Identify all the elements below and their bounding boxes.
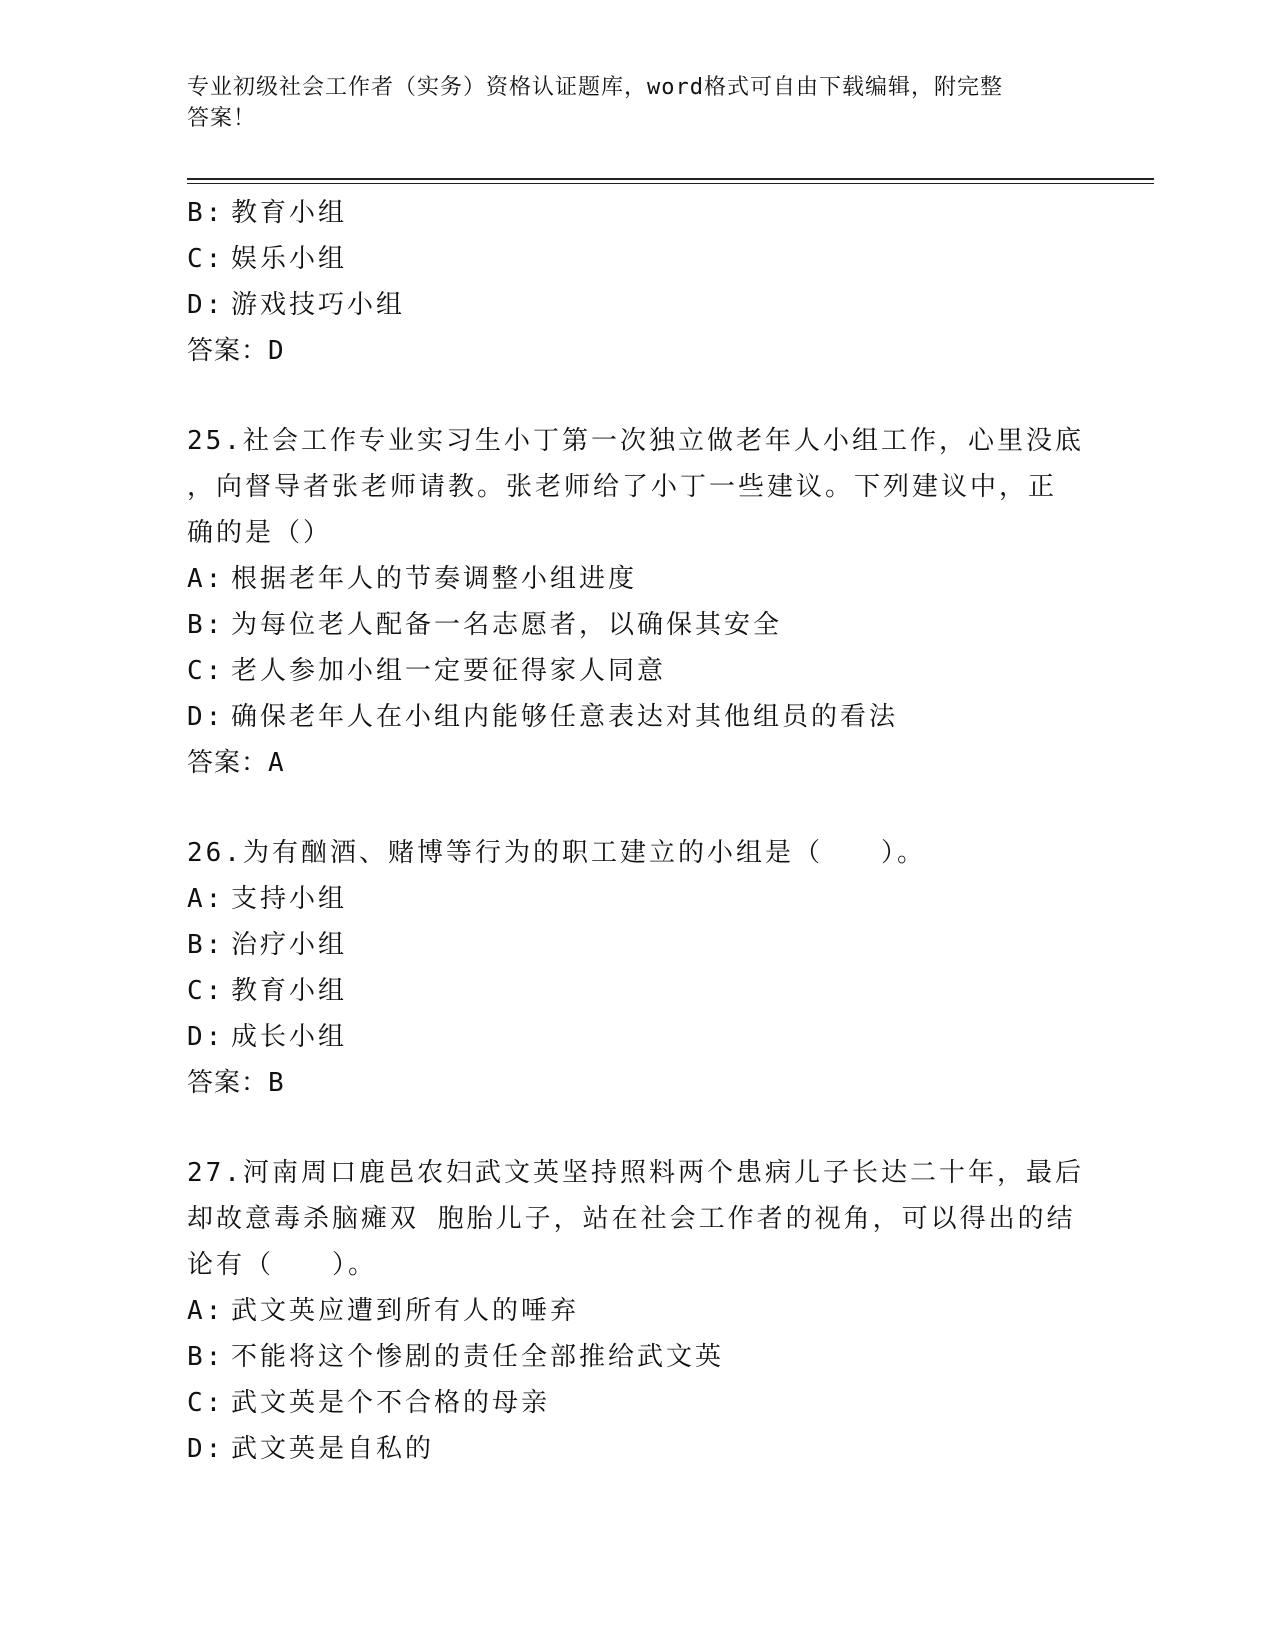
question-stem-line: 却故意毒杀脑瘫双 胞胎儿子，站在社会工作者的视角，可以得出的结: [187, 1204, 1076, 1234]
question-stem-line: 26.为有酗酒、赌博等行为的职工建立的小组是（ ）。: [187, 838, 926, 868]
answer-line: [187, 740, 1087, 786]
option-text: 教育小组: [231, 976, 348, 1006]
option-b: [187, 1334, 1087, 1380]
question-stem-line: 25.社会工作专业实习生小丁第一次独立做老年人小组工作，心里没底: [187, 426, 1084, 456]
option-text: 武文英应遭到所有人的唾弃: [231, 1296, 580, 1326]
answer-label: 答案：: [187, 1068, 269, 1098]
question-stem: [187, 418, 1087, 556]
option-text: 武文英是自私的: [231, 1434, 435, 1464]
question-stem: [187, 1150, 1087, 1288]
answer-value: D: [268, 336, 285, 366]
document-header: [187, 72, 1067, 134]
option-a: [187, 1288, 1087, 1334]
prev-question-tail: [187, 190, 1087, 374]
option-text: 武文英是个不合格的母亲: [231, 1388, 551, 1418]
option-a: [187, 876, 1087, 922]
option-key: B:: [187, 1342, 225, 1372]
question-stem-line: 27.河南周口鹿邑农妇武文英坚持照料两个患病儿子长达二十年，最后: [187, 1158, 1084, 1188]
option-text: 确保老年人在小组内能够任意表达对其他组员的看法: [231, 702, 899, 732]
header-line-1: 专业初级社会工作者（实务）资格认证题库，word格式可自由下载编辑，附完整: [187, 75, 1003, 100]
option-text: 治疗小组: [231, 930, 348, 960]
option-d: [187, 1014, 1087, 1060]
question-26: [187, 830, 1087, 1106]
answer-value: A: [268, 748, 285, 778]
option-text: 根据老年人的节奏调整小组进度: [231, 564, 638, 594]
option-key: B:: [187, 930, 225, 960]
option-text: 不能将这个惨剧的责任全部推给武文英: [231, 1342, 725, 1372]
option-key: D:: [187, 290, 225, 320]
option-key: C:: [187, 1388, 225, 1418]
question-stem-line: 论有（ ）。: [187, 1250, 378, 1280]
answer-line: [187, 328, 1087, 374]
option-text: 老人参加小组一定要征得家人同意: [231, 656, 667, 686]
option-c: [187, 1380, 1087, 1426]
option-text: 教育小组: [231, 198, 348, 228]
question-stem: [187, 830, 1087, 876]
option-c: [187, 968, 1087, 1014]
answer-line: [187, 1060, 1087, 1106]
option-key: B:: [187, 610, 225, 640]
option-key: C:: [187, 244, 225, 274]
option-text: 为每位老人配备一名志愿者，以确保其安全: [231, 610, 783, 640]
option-d: [187, 1426, 1087, 1472]
option-text: 成长小组: [231, 1022, 348, 1052]
question-stem-line: 确的是（）: [187, 518, 333, 548]
answer-label: 答案：: [187, 336, 269, 366]
option-key: A:: [187, 564, 225, 594]
option-text: 支持小组: [231, 884, 348, 914]
option-key: A:: [187, 1296, 225, 1326]
answer-label: 答案：: [187, 748, 269, 778]
option-key: C:: [187, 656, 225, 686]
option-key: C:: [187, 976, 225, 1006]
header-line-2: 答案！: [187, 106, 257, 131]
option-c: [187, 236, 1087, 282]
question-25: [187, 418, 1087, 786]
header-divider-thick: [187, 178, 1154, 180]
option-b: [187, 922, 1087, 968]
option-d: [187, 282, 1087, 328]
option-text: 游戏技巧小组: [231, 290, 406, 320]
answer-value: B: [268, 1068, 285, 1098]
option-key: A:: [187, 884, 225, 914]
option-c: [187, 648, 1087, 694]
question-27: [187, 1150, 1087, 1472]
option-a: [187, 556, 1087, 602]
option-key: B:: [187, 198, 225, 228]
header-divider-thin: [187, 183, 1154, 184]
option-key: D:: [187, 1022, 225, 1052]
option-b: [187, 602, 1087, 648]
question-stem-line: ，向督导者张老师请教。张老师给了小丁一些建议。下列建议中，正: [187, 472, 1058, 502]
document-body: [187, 190, 1087, 1472]
option-d: [187, 694, 1087, 740]
option-key: D:: [187, 1434, 225, 1464]
option-key: D:: [187, 702, 225, 732]
option-text: 娱乐小组: [231, 244, 348, 274]
option-b: [187, 190, 1087, 236]
